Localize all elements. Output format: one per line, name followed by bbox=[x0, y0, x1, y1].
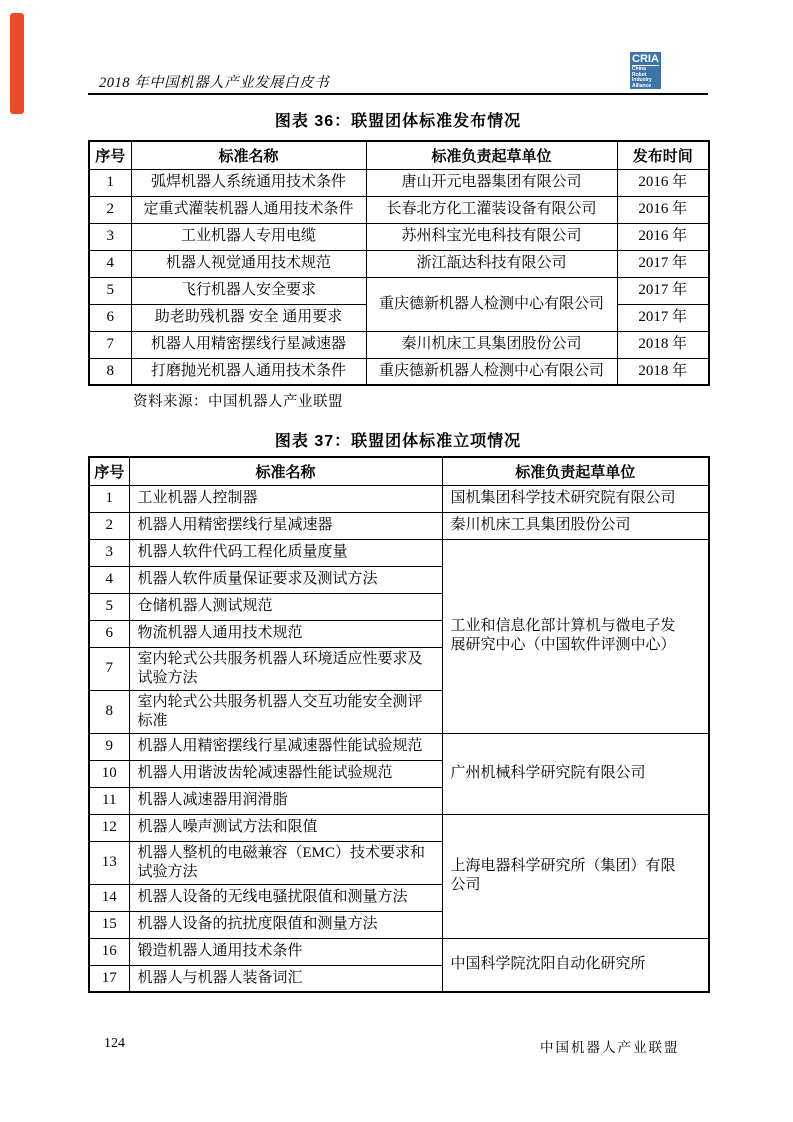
standard-name-cell: 锻造机器人通用技术条件 bbox=[129, 938, 442, 965]
drafting-org-cell: 重庆德新机器人检测中心有限公司 bbox=[366, 358, 617, 385]
row-index-cell: 11 bbox=[89, 787, 129, 814]
standard-name-cell: 机器人用精密摆线行星减速器性能试验规范 bbox=[129, 733, 442, 760]
cria-logo-acronym: CRIA bbox=[632, 53, 659, 65]
standard-name-cell: 机器人噪声测试方法和限值 bbox=[129, 814, 442, 841]
publish-year-cell: 2017 年 bbox=[617, 250, 709, 277]
table-row bbox=[89, 485, 709, 512]
standard-name-cell: 弧焊机器人系统通用技术条件 bbox=[131, 169, 366, 196]
standard-name-cell: 助老助残机器 安全 通用要求 bbox=[131, 304, 366, 331]
publish-year-cell: 2017 年 bbox=[617, 304, 709, 331]
row-index-cell: 7 bbox=[89, 647, 129, 690]
standard-name-cell: 机器人用谐波齿轮减速器性能试验规范 bbox=[129, 760, 442, 787]
standard-name-cell: 仓储机器人测试规范 bbox=[129, 593, 442, 620]
drafting-org-cell: 长春北方化工灌装设备有限公司 bbox=[366, 196, 617, 223]
row-index-cell: 17 bbox=[89, 965, 129, 992]
cria-logo-line: Robot bbox=[632, 71, 647, 78]
table-row bbox=[89, 733, 709, 760]
row-index-cell: 8 bbox=[89, 358, 131, 385]
standard-name-cell: 机器人减速器用润滑脂 bbox=[129, 787, 442, 814]
source-note: 资料来源：中国机器人产业联盟 bbox=[133, 394, 343, 410]
page-header-title: 2018 年中国机器人产业发展白皮书 bbox=[99, 75, 330, 91]
row-index-cell: 13 bbox=[89, 841, 129, 884]
column-header: 标准负责起草单位 bbox=[442, 457, 709, 485]
standard-name-cell: 机器人用精密摆线行星减速器 bbox=[129, 512, 442, 539]
row-index-cell: 6 bbox=[89, 620, 129, 647]
row-index-cell: 5 bbox=[89, 277, 131, 304]
standard-name-cell: 机器人软件代码工程化质量度量 bbox=[129, 539, 442, 566]
cria-logo bbox=[630, 52, 661, 89]
table-row bbox=[89, 938, 709, 965]
row-index-cell: 10 bbox=[89, 760, 129, 787]
standards-published-table bbox=[88, 140, 710, 386]
drafting-org-cell: 上海电器科学研究所（集团）有限公司 bbox=[442, 814, 709, 938]
standard-name-cell: 室内轮式公共服务机器人交互功能安全测评标准 bbox=[129, 690, 442, 733]
drafting-org-cell: 秦川机床工具集团股份公司 bbox=[366, 331, 617, 358]
row-index-cell: 12 bbox=[89, 814, 129, 841]
table-row bbox=[89, 331, 709, 358]
table-row bbox=[89, 277, 709, 304]
row-index-cell: 3 bbox=[89, 223, 131, 250]
cria-logo-line: Alliance bbox=[632, 82, 652, 89]
row-index-cell: 9 bbox=[89, 733, 129, 760]
column-header: 标准名称 bbox=[129, 457, 442, 485]
standard-name-cell: 工业机器人控制器 bbox=[129, 485, 442, 512]
publish-year-cell: 2016 年 bbox=[617, 223, 709, 250]
table-row bbox=[89, 250, 709, 277]
standard-name-cell: 机器人设备的无线电骚扰限值和测量方法 bbox=[129, 884, 442, 911]
table-row bbox=[89, 358, 709, 385]
publish-year-cell: 2018 年 bbox=[617, 331, 709, 358]
standard-name-cell: 机器人设备的抗扰度限值和测量方法 bbox=[129, 911, 442, 938]
row-index-cell: 15 bbox=[89, 911, 129, 938]
standard-name-cell: 机器人整机的电磁兼容（EMC）技术要求和试验方法 bbox=[129, 841, 442, 884]
publish-year-cell: 2016 年 bbox=[617, 169, 709, 196]
drafting-org-cell: 秦川机床工具集团股份公司 bbox=[442, 512, 709, 539]
standard-name-cell: 工业机器人专用电缆 bbox=[131, 223, 366, 250]
standard-name-cell: 打磨抛光机器人通用技术条件 bbox=[131, 358, 366, 385]
row-index-cell: 4 bbox=[89, 250, 131, 277]
table-row bbox=[89, 223, 709, 250]
row-index-cell: 2 bbox=[89, 196, 131, 223]
row-index-cell: 1 bbox=[89, 485, 129, 512]
footer-organization: 中国机器人产业联盟 bbox=[540, 1040, 680, 1055]
cria-logo-line: Industry bbox=[632, 77, 652, 83]
standard-name-cell: 定重式灌装机器人通用技术条件 bbox=[131, 196, 366, 223]
header-divider-rule bbox=[88, 93, 708, 95]
chart-36-title: 图表 36：联盟团体标准发布情况 bbox=[274, 113, 522, 130]
row-index-cell: 1 bbox=[89, 169, 131, 196]
publish-year-cell: 2017 年 bbox=[617, 277, 709, 304]
row-index-cell: 4 bbox=[89, 566, 129, 593]
row-index-cell: 7 bbox=[89, 331, 131, 358]
drafting-org-cell: 中国科学院沈阳自动化研究所 bbox=[442, 938, 709, 992]
table-row bbox=[89, 196, 709, 223]
standards-project-table bbox=[88, 456, 710, 993]
row-index-cell: 6 bbox=[89, 304, 131, 331]
table-header-row bbox=[89, 141, 709, 169]
table-header-row bbox=[89, 457, 709, 485]
row-index-cell: 8 bbox=[89, 690, 129, 733]
standard-name-cell: 室内轮式公共服务机器人环境适应性要求及试验方法 bbox=[129, 647, 442, 690]
column-header: 标准名称 bbox=[131, 141, 366, 169]
column-header: 发布时间 bbox=[617, 141, 709, 169]
chart-37-title: 图表 37：联盟团体标准立项情况 bbox=[274, 433, 522, 450]
standard-name-cell: 机器人用精密摆线行星减速器 bbox=[131, 331, 366, 358]
standard-name-cell: 物流机器人通用技术规范 bbox=[129, 620, 442, 647]
column-header: 标准负责起草单位 bbox=[366, 141, 617, 169]
drafting-org-cell: 唐山开元电器集团有限公司 bbox=[366, 169, 617, 196]
standard-name-cell: 机器人与机器人装备词汇 bbox=[129, 965, 442, 992]
drafting-org-cell: 浙江瓿达科技有限公司 bbox=[366, 250, 617, 277]
row-index-cell: 5 bbox=[89, 593, 129, 620]
cria-logo-line: China bbox=[632, 66, 646, 72]
row-index-cell: 3 bbox=[89, 539, 129, 566]
table-row bbox=[89, 814, 709, 841]
row-index-cell: 16 bbox=[89, 938, 129, 965]
publish-year-cell: 2018 年 bbox=[617, 358, 709, 385]
column-header: 序号 bbox=[89, 457, 129, 485]
standard-name-cell: 飞行机器人安全要求 bbox=[131, 277, 366, 304]
row-index-cell: 2 bbox=[89, 512, 129, 539]
standard-name-cell: 机器人软件质量保证要求及测试方法 bbox=[129, 566, 442, 593]
drafting-org-cell: 广州机械科学研究院有限公司 bbox=[442, 733, 709, 814]
left-margin-marker-bar bbox=[10, 13, 24, 114]
table-row bbox=[89, 512, 709, 539]
footer-page-number: 124 bbox=[104, 1036, 125, 1051]
table-row bbox=[89, 169, 709, 196]
standard-name-cell: 机器人视觉通用技术规范 bbox=[131, 250, 366, 277]
table-row bbox=[89, 539, 709, 566]
drafting-org-cell: 苏州科宝光电科技有限公司 bbox=[366, 223, 617, 250]
drafting-org-cell: 工业和信息化部计算机与微电子发展研究中心（中国软件评测中心） bbox=[442, 539, 709, 733]
drafting-org-cell: 国机集团科学技术研究院有限公司 bbox=[442, 485, 709, 512]
column-header: 序号 bbox=[89, 141, 131, 169]
drafting-org-cell: 重庆德新机器人检测中心有限公司 bbox=[366, 277, 617, 331]
publish-year-cell: 2016 年 bbox=[617, 196, 709, 223]
row-index-cell: 14 bbox=[89, 884, 129, 911]
